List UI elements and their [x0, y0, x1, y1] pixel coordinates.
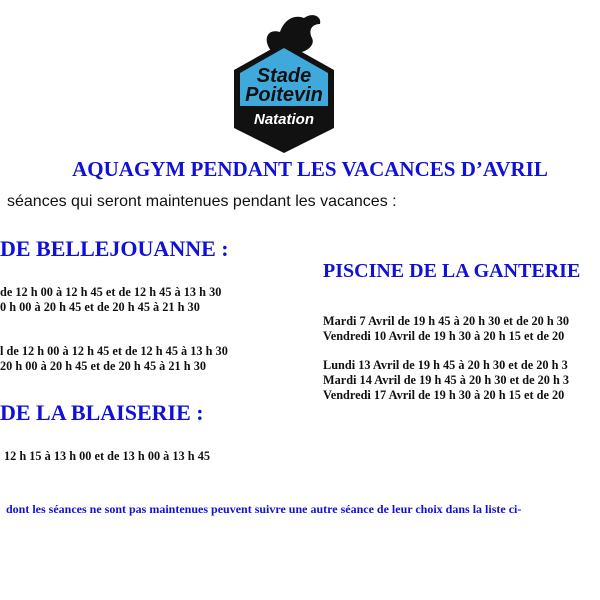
schedule-line: de 12 h 00 à 12 h 45 et de 12 h 45 à 13 h 30	[0, 285, 222, 299]
schedule-line: Mardi 14 Avril de 19 h 45 à 20 h 30 et de 20 h 3	[323, 373, 570, 387]
footer-note: dont les séances ne sont pas maintenues peuvent suivre une autre séance de leur choix dans la liste ci-	[6, 502, 522, 516]
schedule-line: 0 h 00 à 20 h 45 et de 20 h 45 à 21 h 30	[0, 300, 200, 314]
logo	[232, 10, 336, 155]
logo-line2: Poitevin	[245, 84, 323, 106]
subtitle: séances qui seront maintenues pendant les vacances :	[7, 193, 397, 210]
heading-ganterie: PISCINE DE LA GANTERIE	[323, 260, 581, 282]
page-title: AQUAGYM PENDANT LES VACANCES D’AVRIL	[72, 157, 548, 181]
schedule-line: Mardi 7 Avril de 19 h 45 à 20 h 30 et de 20 h 30	[323, 314, 570, 328]
schedule-line: Vendredi 10 Avril de 19 h 30 à 20 h 15 et de 20	[323, 329, 565, 343]
heading-blaiserie: DE LA BLAISERIE :	[0, 400, 204, 425]
schedule-line: 20 h 00 à 20 h 45 et de 20 h 45 à 21 h 30	[0, 359, 206, 373]
heading-bellejouanne: DE BELLEJOUANNE :	[0, 236, 229, 261]
logo-line1: Stade	[256, 65, 312, 87]
schedule-line: 12 h 15 à 13 h 00 et de 13 h 00 à 13 h 45	[4, 449, 210, 463]
schedule-line: Vendredi 17 Avril de 19 h 30 à 20 h 15 et de 20	[323, 388, 565, 402]
logo-line3: Natation	[254, 111, 314, 128]
schedule-line: l de 12 h 00 à 12 h 45 et de 12 h 45 à 13 h 30	[0, 344, 228, 358]
schedule-line: Lundi 13 Avril de 19 h 45 à 20 h 30 et de 20 h 3	[323, 358, 568, 372]
